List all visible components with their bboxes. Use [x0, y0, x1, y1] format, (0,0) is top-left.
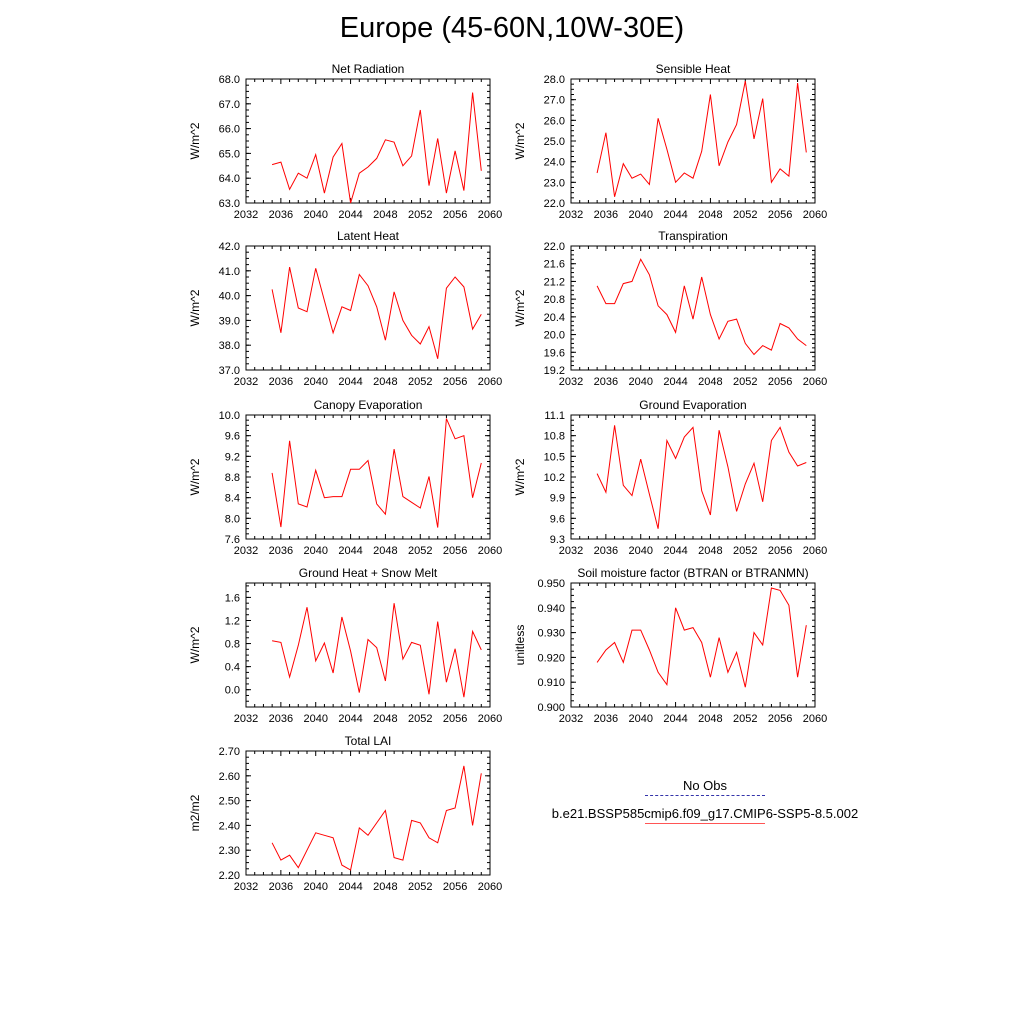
plot-frame [571, 583, 815, 707]
y-axis-label: unitless [513, 624, 527, 666]
x-tick-label: 2056 [442, 545, 468, 557]
x-tick-label: 2032 [233, 376, 259, 388]
chart-panel-4 [513, 229, 827, 388]
y-tick-label: 10.5 [543, 451, 565, 464]
x-tick-label: 2048 [698, 209, 723, 221]
x-tick-label: 2036 [268, 713, 294, 725]
y-tick-label: 20.0 [543, 329, 565, 342]
x-tick-label: 2052 [408, 209, 433, 221]
y-tick-label: 0.920 [537, 652, 565, 665]
legend-model-line [645, 823, 765, 824]
y-tick-label: 40.0 [218, 290, 240, 303]
x-tick-label: 2036 [268, 376, 294, 388]
y-tick-label: 10.0 [218, 410, 240, 422]
x-tick-label: 2036 [593, 376, 619, 388]
x-tick-label: 2040 [628, 713, 653, 725]
y-tick-label: 28.0 [543, 74, 565, 86]
legend-obs-label: No Obs [682, 778, 728, 793]
y-tick-label: 2.60 [218, 770, 240, 783]
y-axis-label: W/m^2 [513, 122, 527, 160]
x-tick-label: 2044 [663, 209, 688, 221]
legend-obs-line [645, 795, 765, 796]
x-tick-label: 2048 [698, 713, 723, 725]
y-tick-label: 0.940 [537, 602, 565, 615]
y-tick-label: 11.1 [544, 410, 565, 422]
y-tick-label: 21.2 [543, 276, 565, 289]
x-tick-label: 2040 [303, 545, 328, 557]
x-tick-label: 2032 [233, 545, 259, 557]
y-tick-label: 0.4 [224, 661, 240, 674]
x-tick-label: 2040 [628, 376, 653, 388]
chart-panel-1 [188, 62, 502, 221]
x-tick-label: 2052 [408, 545, 433, 557]
panel-title: Transpiration [658, 229, 728, 243]
y-axis-label: m2/m2 [188, 794, 202, 832]
y-tick-label: 2.50 [218, 795, 240, 808]
y-tick-label: 0.910 [537, 677, 565, 690]
x-tick-label: 2056 [767, 209, 793, 221]
x-tick-label: 2052 [733, 545, 758, 557]
y-tick-label: 39.0 [218, 315, 240, 328]
x-tick-label: 2032 [558, 376, 584, 388]
x-tick-label: 2056 [767, 376, 793, 388]
panel-title: Latent Heat [336, 229, 400, 243]
x-tick-label: 2060 [802, 545, 828, 557]
x-tick-label: 2036 [593, 713, 619, 725]
legend [520, 778, 890, 834]
x-tick-label: 2036 [593, 209, 619, 221]
panel-title: Sensible Heat [655, 62, 731, 76]
series-line [597, 81, 806, 197]
y-tick-label: 19.2 [543, 365, 565, 377]
x-tick-label: 2036 [593, 545, 619, 557]
x-tick-label: 2052 [733, 376, 758, 388]
y-tick-label: 2.30 [218, 845, 240, 858]
y-tick-label: 7.6 [224, 534, 240, 546]
x-tick-label: 2048 [698, 545, 723, 557]
y-tick-label: 23.0 [543, 177, 565, 190]
y-tick-label: 2.70 [218, 746, 240, 758]
x-tick-label: 2060 [477, 713, 503, 725]
panel-title: Soil moisture factor (BTRAN or BTRANMN) [577, 566, 809, 580]
x-tick-label: 2040 [303, 209, 328, 221]
y-tick-label: 10.2 [543, 472, 565, 484]
x-tick-label: 2060 [477, 881, 503, 893]
y-tick-label: 68.0 [218, 74, 240, 86]
y-tick-label: 0.930 [537, 627, 565, 640]
x-tick-label: 2044 [338, 376, 363, 388]
y-tick-label: 42.0 [218, 241, 240, 253]
y-tick-label: 19.6 [543, 347, 565, 360]
y-tick-label: 8.8 [224, 472, 240, 484]
y-tick-label: 0.900 [537, 702, 565, 714]
x-tick-label: 2044 [338, 881, 363, 893]
y-tick-label: 9.3 [549, 534, 565, 546]
series-line [272, 93, 481, 203]
series-line [597, 425, 806, 528]
y-tick-label: 2.40 [218, 820, 240, 833]
panel-title: Canopy Evaporation [313, 398, 423, 412]
legend-model-label: b.e21.BSSP585cmip6.f09_g17.CMIP6-SSP5-8.5.002 [551, 806, 859, 821]
x-tick-label: 2032 [558, 713, 584, 725]
y-tick-label: 0.950 [537, 578, 565, 590]
x-tick-label: 2052 [408, 713, 433, 725]
x-tick-label: 2036 [268, 881, 294, 893]
y-tick-label: 2.20 [218, 870, 240, 882]
plot-frame [246, 583, 490, 707]
x-tick-label: 2048 [698, 376, 723, 388]
panel-title: Ground Evaporation [639, 398, 747, 412]
y-axis-label: W/m^2 [188, 289, 202, 327]
x-tick-label: 2044 [663, 545, 688, 557]
x-tick-label: 2060 [477, 376, 503, 388]
y-tick-label: 65.0 [218, 148, 240, 161]
y-tick-label: 26.0 [543, 115, 565, 128]
x-tick-label: 2056 [442, 209, 468, 221]
chart-panel-7 [188, 566, 502, 725]
x-tick-label: 2056 [442, 713, 468, 725]
x-tick-label: 2032 [558, 209, 584, 221]
x-tick-label: 2052 [408, 881, 433, 893]
x-tick-label: 2056 [767, 713, 793, 725]
plot-frame [246, 79, 490, 203]
plot-frame [246, 751, 490, 875]
x-tick-label: 2048 [373, 376, 398, 388]
y-tick-label: 0.8 [224, 638, 240, 651]
x-tick-label: 2060 [802, 713, 828, 725]
y-axis-label: W/m^2 [513, 289, 527, 327]
y-tick-label: 22.0 [543, 241, 565, 253]
y-tick-label: 9.6 [224, 430, 240, 443]
y-tick-label: 1.6 [224, 592, 240, 605]
x-tick-label: 2044 [338, 545, 363, 557]
panel-title: Net Radiation [331, 62, 405, 76]
x-tick-label: 2044 [663, 713, 688, 725]
series-line [272, 419, 481, 528]
x-tick-label: 2052 [733, 713, 758, 725]
plot-frame [246, 246, 490, 370]
x-tick-label: 2040 [628, 209, 653, 221]
y-axis-label: W/m^2 [513, 458, 527, 496]
x-tick-label: 2048 [373, 713, 398, 725]
figure-title: Europe (45-60N,10W-30E) [339, 12, 685, 44]
x-tick-label: 2048 [373, 209, 398, 221]
x-tick-label: 2056 [442, 376, 468, 388]
y-tick-label: 10.8 [543, 430, 565, 443]
y-tick-label: 24.0 [543, 156, 565, 169]
x-tick-label: 2036 [268, 209, 294, 221]
series-line [597, 588, 806, 687]
x-tick-label: 2044 [663, 376, 688, 388]
x-tick-label: 2040 [628, 545, 653, 557]
y-tick-label: 67.0 [218, 98, 240, 111]
y-tick-label: 38.0 [218, 340, 240, 353]
x-tick-label: 2032 [233, 881, 259, 893]
panel-title: Ground Heat + Snow Melt [298, 566, 438, 580]
y-tick-label: 0.0 [224, 684, 240, 697]
y-tick-label: 9.2 [224, 451, 240, 464]
y-tick-label: 37.0 [218, 365, 240, 377]
y-tick-label: 21.6 [543, 258, 565, 271]
x-tick-label: 2060 [477, 545, 503, 557]
x-tick-label: 2056 [442, 881, 468, 893]
y-tick-label: 64.0 [218, 173, 240, 186]
series-line [272, 603, 481, 697]
y-tick-label: 27.0 [543, 94, 565, 107]
x-tick-label: 2040 [303, 713, 328, 725]
series-line [597, 259, 806, 354]
y-tick-label: 63.0 [218, 198, 240, 210]
y-tick-label: 9.9 [549, 492, 565, 505]
chart-panel-5 [188, 398, 502, 557]
x-tick-label: 2048 [373, 881, 398, 893]
x-tick-label: 2052 [733, 209, 758, 221]
series-line [272, 267, 481, 359]
y-axis-label: W/m^2 [188, 122, 202, 160]
x-tick-label: 2032 [558, 545, 584, 557]
y-axis-label: W/m^2 [188, 626, 202, 664]
y-tick-label: 22.0 [543, 198, 565, 210]
y-tick-label: 8.0 [224, 513, 240, 526]
x-tick-label: 2052 [408, 376, 433, 388]
y-tick-label: 41.0 [218, 265, 240, 278]
chart-panel-2 [513, 62, 827, 221]
y-tick-label: 25.0 [543, 136, 565, 148]
x-tick-label: 2040 [303, 881, 328, 893]
y-tick-label: 9.6 [549, 513, 565, 526]
y-tick-label: 1.2 [224, 615, 240, 628]
x-tick-label: 2036 [268, 545, 294, 557]
y-axis-label: W/m^2 [188, 458, 202, 496]
x-tick-label: 2060 [802, 209, 828, 221]
y-tick-label: 66.0 [218, 123, 240, 136]
x-tick-label: 2032 [233, 209, 259, 221]
x-tick-label: 2056 [767, 545, 793, 557]
y-tick-label: 8.4 [224, 492, 240, 505]
x-tick-label: 2044 [338, 713, 363, 725]
plot-frame [571, 79, 815, 203]
y-tick-label: 20.4 [543, 311, 565, 324]
plot-frame [571, 246, 815, 370]
x-tick-label: 2044 [338, 209, 363, 221]
chart-panel-9 [188, 734, 502, 893]
panel-title: Total LAI [344, 734, 392, 748]
y-tick-label: 20.8 [543, 294, 565, 307]
x-tick-label: 2032 [233, 713, 259, 725]
series-line [272, 766, 481, 870]
chart-panel-3 [188, 229, 502, 388]
chart-panel-6 [513, 398, 827, 557]
x-tick-label: 2060 [802, 376, 828, 388]
x-tick-label: 2040 [303, 376, 328, 388]
x-tick-label: 2060 [477, 209, 503, 221]
chart-panel-8 [513, 566, 827, 725]
x-tick-label: 2048 [373, 545, 398, 557]
